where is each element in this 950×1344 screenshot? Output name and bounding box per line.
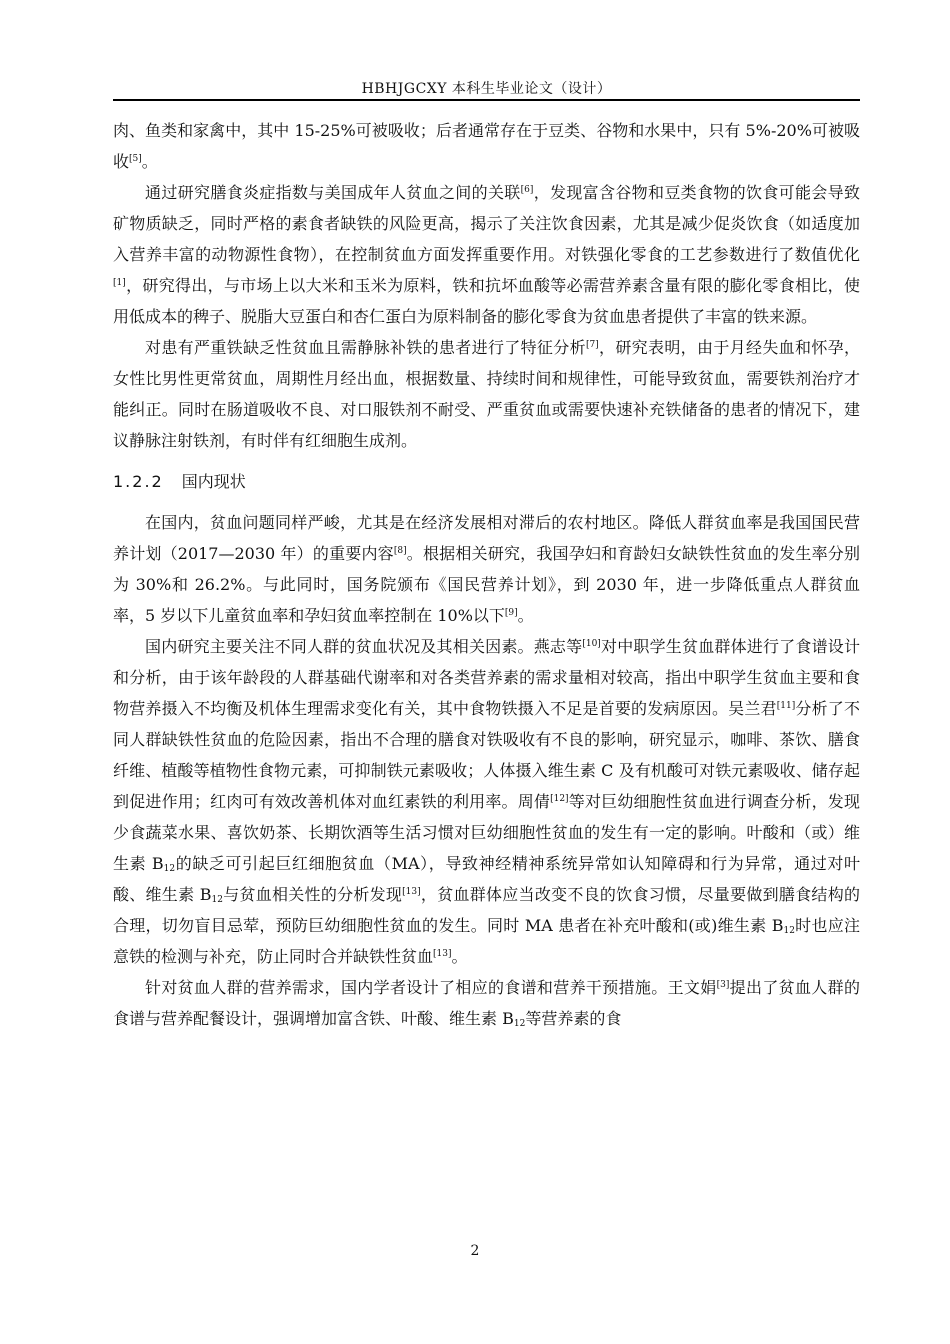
citation: [12] (550, 794, 569, 804)
paragraph-continued: 肉、鱼类和家禽中，其中 15-25%可被吸收；后者通常存在于豆类、谷物和水果中，只有 5%-20%可被吸收[5]。 (113, 121, 860, 171)
citation: [13] (433, 949, 452, 959)
header-rule (113, 99, 860, 101)
citation: [5] (129, 154, 142, 164)
paragraph: 对患有严重铁缺乏性贫血且需静脉补铁的患者进行了特征分析[7]，研究表明，由于月经失血和怀孕，女性比男性更常贫血，周期性月经出血，根据数量、持续时间和规律性，可能导致贫血，需要铁剂治疗才能纠正。同时在肠道吸收不良、对口服铁剂不耐受、严重贫血或需要快速补充铁储备的患者的情况下，建议静脉注射铁剂，有时伴有红细胞生成剂。 (113, 338, 860, 450)
citation: [8] (393, 546, 407, 556)
citation: [3] (716, 980, 730, 990)
subscript: 12 (211, 895, 223, 905)
citation: [6] (520, 185, 534, 195)
paragraph: 在国内，贫血问题同样严峻，尤其是在经济发展相对滞后的农村地区。降低人群贫血率是我国国民营养计划（2017—2030 年）的重要内容[8]。根据相关研究，我国孕妇和育龄妇女缺铁性贫血的发生率分别为 30%和 26.2%。与此同时，国务院颁布《国民营养计划》，到 2030 年，进一步降低重点人群贫血率，5 岁以下儿童贫血率和孕妇贫血率控制在 10%以下[9]。 (113, 513, 860, 625)
paragraph: 国内研究主要关注不同人群的贫血状况及其相关因素。燕志等[10]对中职学生贫血群体进行了食谱设计和分析，由于该年龄段的人群基础代谢率和对各类营养素的需求量相对较高，指出中职学生贫血主要和食物营养摄入不均衡及机体生理需求变化有关，其中食物铁摄入不足是首要的发病原因。吴兰君[11]分析了不同人群缺铁性贫血的危险因素，指出不合理的膳食对铁吸收有不良的影响，研究显示，咖啡、茶饮、膳食纤维、植酸等植物性食物元素，可抑制铁元素吸收；人体摄入维生素 C 及有机酸可对铁元素吸收、储存起到促进作用；红肉可有效改善机体对血红素铁的利用率。周倩[12]等对巨幼细胞性贫血进行调查分析，发现少食蔬菜水果、喜饮奶茶、长期饮酒等生活习惯对巨幼细胞性贫血的发生有一定的影响。叶酸和（或）维生素 $B_{12}$的缺乏可引起巨红细胞贫血（MA），导致神经精神系统异常如认知障碍和行为异常，通过对叶酸、维生素 $B_{12}$与贫血相关性的分析发现[13]，贫血群体应当改变不良的饮食习惯，尽量要做到膳食结构的合理，切勿盲目忌荤，预防巨幼细胞性贫血的发生。同时 MA 患者在补充叶酸和(或)维生素 $B_{12}$时也应注意铁的检测与补充，防止同时合并缺铁性贫血[13]。 (113, 637, 860, 966)
section-title: 国内现状 (181, 472, 246, 491)
citation: [10] (582, 639, 601, 649)
subscript: 12 (783, 926, 795, 936)
page-number: 2 (470, 1243, 480, 1259)
section-number: 1.2.2 (113, 472, 164, 491)
citation: [7] (585, 340, 599, 350)
citation: [13] (402, 887, 421, 897)
running-header: HBHJGCXY 本科生毕业论文（设计） (361, 81, 612, 97)
section-heading (113, 466, 860, 497)
citation: [11] (776, 701, 796, 711)
body-text (113, 115, 860, 1034)
paragraph: 通过研究膳食炎症指数与美国成年人贫血之间的关联[6]，发现富含谷物和豆类食物的饮食可能会导致矿物质缺乏，同时严格的素食者缺铁的风险更高，揭示了关注饮食因素，尤其是减少促炎饮食（如适度加入营养丰富的动物源性食物），在控制贫血方面发挥重要作用。对铁强化零食的工艺参数进行了数值优化[1]，研究得出，与市场上以大米和玉米为原料，铁和抗坏血酸等必需营养素含量有限的膨化零食相比，使用低成本的稗子、脱脂大豆蛋白和杏仁蛋白为原料制备的膨化零食为贫血患者提供了丰富的铁来源。 (113, 183, 860, 326)
subscript: 12 (513, 1019, 526, 1029)
paragraph: 针对贫血人群的营养需求，国内学者设计了相应的食谱和营养干预措施。王文娟[3]提出了贫血人群的食谱与营养配餐设计，强调增加富含铁、叶酸、维生素 $B_{12}$等营养素的食 (113, 978, 860, 1029)
subscript: 12 (163, 864, 176, 874)
citation: [9] (504, 608, 518, 618)
citation: [1] (113, 278, 126, 288)
